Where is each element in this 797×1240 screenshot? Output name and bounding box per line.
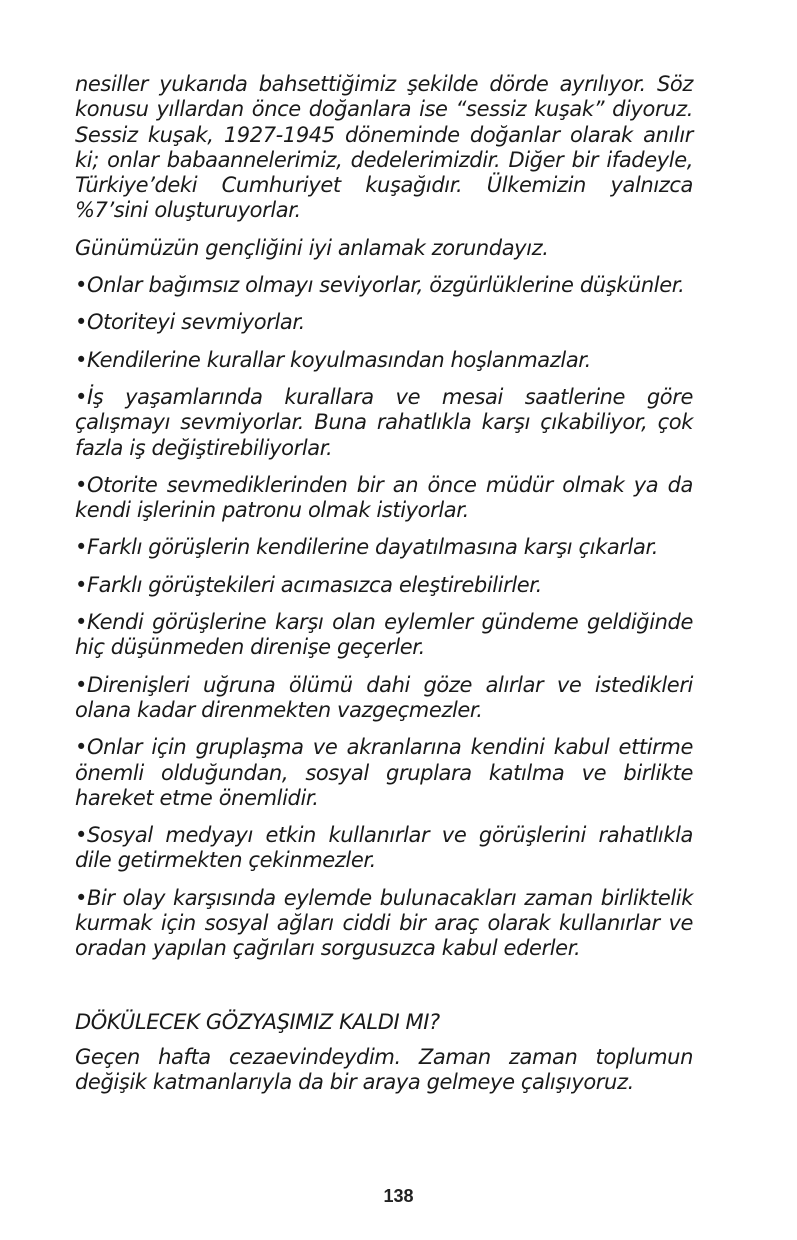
section-paragraph: Geçen hafta cezaevindeydim. Zaman zaman toplumun değişik katmanlarıyla da bir araya gelmeye çalışıyoruz.	[75, 1044, 693, 1095]
bullet-list	[75, 273, 693, 962]
lead-sentence: Günümüzün gençliğini iyi anlamak zorundayız.	[75, 235, 549, 260]
bullet-item: •Kendilerine kurallar koyulmasından hoşlanmazlar.	[75, 347, 591, 372]
bullet-item: •Otoriteyi sevmiyorlar.	[75, 310, 305, 335]
bullet-item: •Onlar bağımsız olmayı seviyorlar, özgürlüklerine düşkünler.	[75, 273, 685, 298]
bullet-item: •İş yaşamlarında kurallara ve mesai saatlerine göre çalışmayı sevmiyorlar. Buna rahatlıkla karşı çıkabiliyor, çok fazla iş değiştirebiliyorlar.	[75, 384, 693, 460]
bullet-item: •Bir olay karşısında eylemde bulunacakları zaman birliktelik kurmak için sosyal ağları ciddi bir araç olarak kullanırlar ve oradan yapılan çağrıları sorgusuzca kabul ederler.	[75, 885, 693, 961]
bullet-item: •Farklı görüştekileri acımasızca eleştirebilirler.	[75, 572, 542, 597]
bullet-item: •Kendi görüşlerine karşı olan eylemler gündeme geldiğinde hiç düşünmeden direnişe geçerler.	[75, 610, 693, 660]
page-body	[75, 72, 693, 1108]
intro-paragraph: nesiller yukarıda bahsettiğimiz şekilde dörde ayrılıyor. Söz konusu yıllardan önce doğanlara ise “sessiz kuşak” diyoruz. Sessiz kuşak, 1927-1945 döneminde doğanlar olarak anılır ki; onlar babaannelerimiz, dedelerimizdir. Diğer bir ifadeyle, Türkiye’deki Cumhuriyet kuşağıdır. Ülkemizin yalnızca %7’sini oluşturuyorlar.	[75, 72, 693, 223]
section-heading: DÖKÜLECEK GÖZYAŞIMIZ KALDI MI?	[75, 1009, 440, 1034]
bullet-item: •Onlar için gruplaşma ve akranlarına kendini kabul ettirme önemli olduğundan, sosyal gruplara katılma ve birlikte hareket etme önemlidir.	[75, 735, 693, 810]
bullet-item: •Farklı görüşlerin kendilerine dayatılmasına karşı çıkarlar.	[75, 535, 659, 560]
bullet-item: •Direnişleri uğruna ölümü dahi göze alırlar ve istedikleri olana kadar direnmekten vazgeçmezler.	[75, 672, 693, 722]
bullet-item: •Otorite sevmediklerinden bir an önce müdür olmak ya da kendi işlerinin patronu olmak istiyorlar.	[75, 472, 693, 523]
bullet-item: •Sosyal medyayı etkin kullanırlar ve görüşlerini rahatlıkla dile getirmekten çekinmezler.	[75, 823, 693, 873]
page-number: 138	[383, 1186, 414, 1206]
